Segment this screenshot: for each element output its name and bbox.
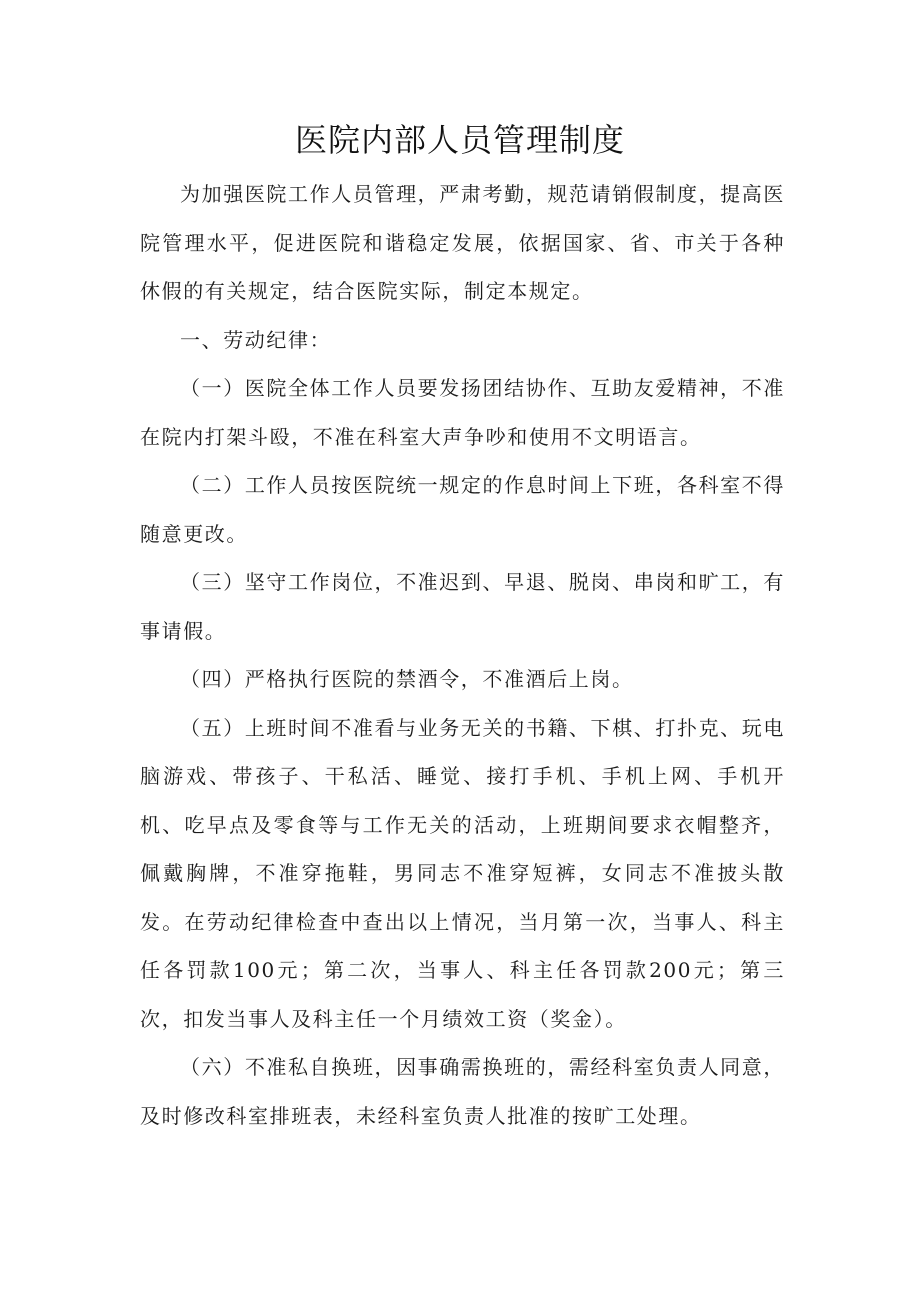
clause-4-paragraph: （四）严格执行医院的禁酒令，不准酒后上岗。 [180, 667, 634, 691]
section-heading-labor-discipline: 一、劳动纪律： [180, 327, 332, 352]
clause-2-paragraph: （二）工作人员按医院统一规定的作息时间上下班，各科室不得随意更改。 [140, 473, 785, 546]
clause-1-paragraph: （一）医院全体工作人员要发扬团结协作、互助友爱精神，不准在院内打架斗殴，不准在科室大声争吵和使用不文明语言。 [140, 376, 785, 449]
clause-3-paragraph: （三）坚守工作岗位，不准迟到、早退、脱岗、串岗和旷工，有事请假。 [140, 570, 785, 643]
clause-5-paragraph: （五）上班时间不准看与业务无关的书籍、下棋、打扑克、玩电脑游戏、带孩子、干私活、睡觉、接打手机、手机上网、手机开机、吃早点及零食等与工作无关的活动，上班期间要求衣帽整齐，佩戴胸牌，不准穿拖鞋，男同志不准穿短裤，女同志不准披头散发。在劳动纪律检查中查出以上情况，当月第一次，当事人、科主任各罚款100元；第二次，当事人、科主任各罚款200元；第三次，扣发当事人及科主任一个月绩效工资（奖金）。 [140, 715, 785, 1031]
document-body [140, 170, 785, 1140]
intro-paragraph: 为加强医院工作人员管理，严肃考勤，规范请销假制度，提高医院管理水平，促进医院和谐稳定发展，依据国家、省、市关于各种休假的有关规定，结合医院实际，制定本规定。 [140, 182, 785, 303]
clause-6-paragraph: （六）不准私自换班，因事确需换班的，需经科室负责人同意，及时修改科室排班表，未经科室负责人批准的按旷工处理。 [140, 1055, 785, 1128]
document-title: 医院内部人员管理制度 [294, 121, 625, 159]
